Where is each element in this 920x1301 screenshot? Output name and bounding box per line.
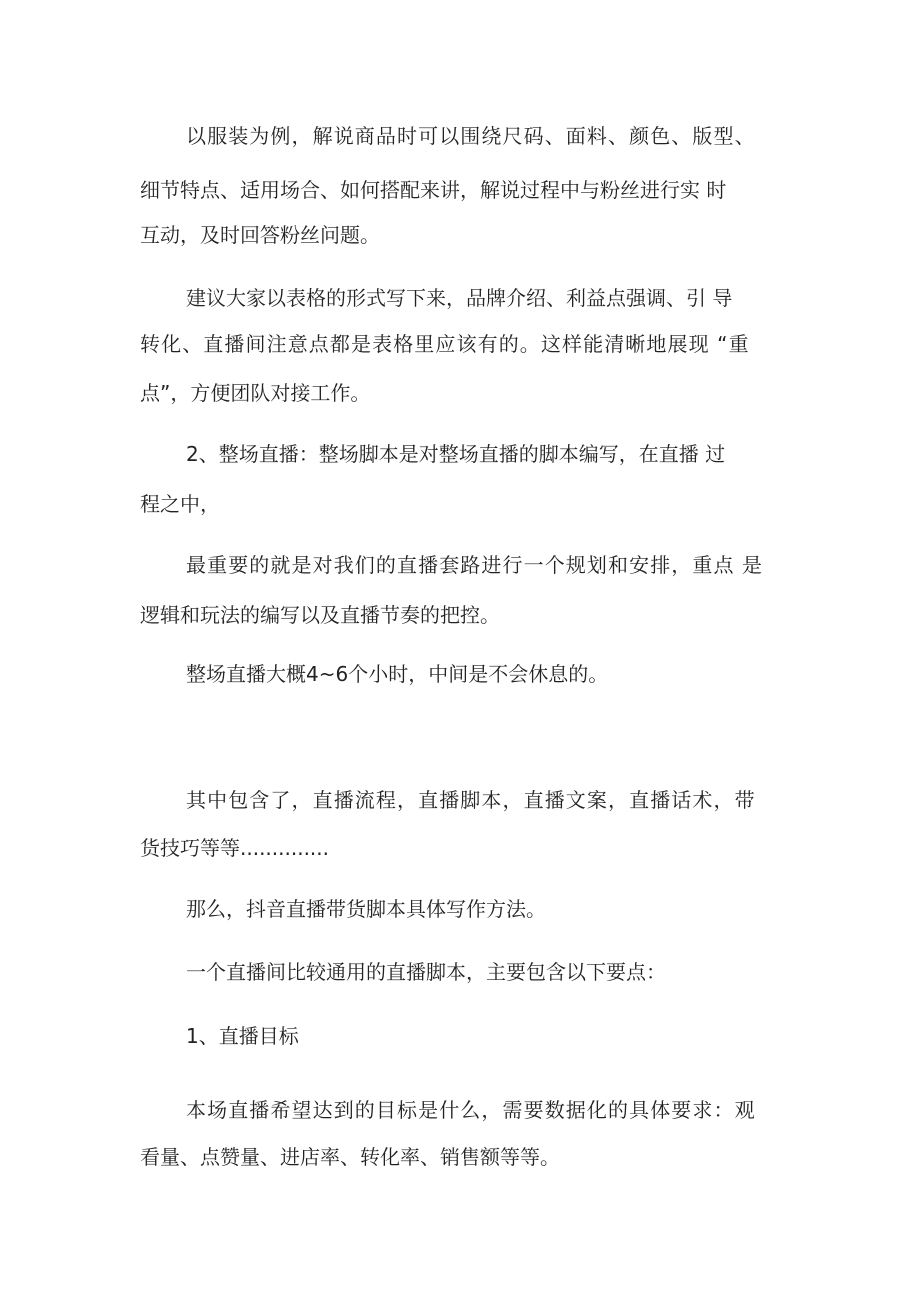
text-line: 1、直播目标 bbox=[186, 1024, 299, 1048]
text-line: 本场直播希望达到的目标是什么，需要数据化的具体要求：观 bbox=[186, 1098, 756, 1122]
text-line: 其中包含了，直播流程，直播脚本，直播文案，直播话术，带 bbox=[186, 788, 756, 812]
text-line: 看量、点赞量、进店率、转化率、销售额等等。 bbox=[140, 1145, 560, 1169]
text-line: 点”，方便团队对接工作。 bbox=[140, 381, 371, 405]
text-line: 互动，及时回答粉丝问题。 bbox=[140, 223, 380, 247]
text-line: 2、整场直播：整场脚本是对整场直播的脚本编写，在直播 过 bbox=[186, 442, 726, 466]
text-line: 最重要的就是对我们的直播套路进行一个规划和安排，重点 是 bbox=[186, 553, 764, 577]
text-line: 货技巧等等.............. bbox=[140, 836, 330, 860]
text-line: 建议大家以表格的形式写下来，品牌介绍、利益点强调、引 导 bbox=[186, 286, 733, 310]
text-line: 一个直播间比较通用的直播脚本，主要包含以下要点： bbox=[186, 960, 666, 984]
text-line: 转化、直播间注意点都是表格里应该有的。这样能清晰地展现 “重 bbox=[140, 332, 750, 356]
text-line: 逻辑和玩法的编写以及直播节奏的把控。 bbox=[140, 603, 500, 627]
text-line: 那么，抖音直播带货脚本具体写作方法。 bbox=[186, 897, 546, 921]
text-line: 程之中， bbox=[140, 492, 220, 516]
text-line: 整场直播大概4~6个小时，中间是不会休息的。 bbox=[186, 662, 609, 686]
text-line: 细节特点、适用场合、如何搭配来讲，解说过程中与粉丝进行实 时 bbox=[140, 178, 727, 202]
text-line: 以服装为例，解说商品时可以围绕尺码、面料、颜色、版型、 bbox=[186, 124, 756, 148]
